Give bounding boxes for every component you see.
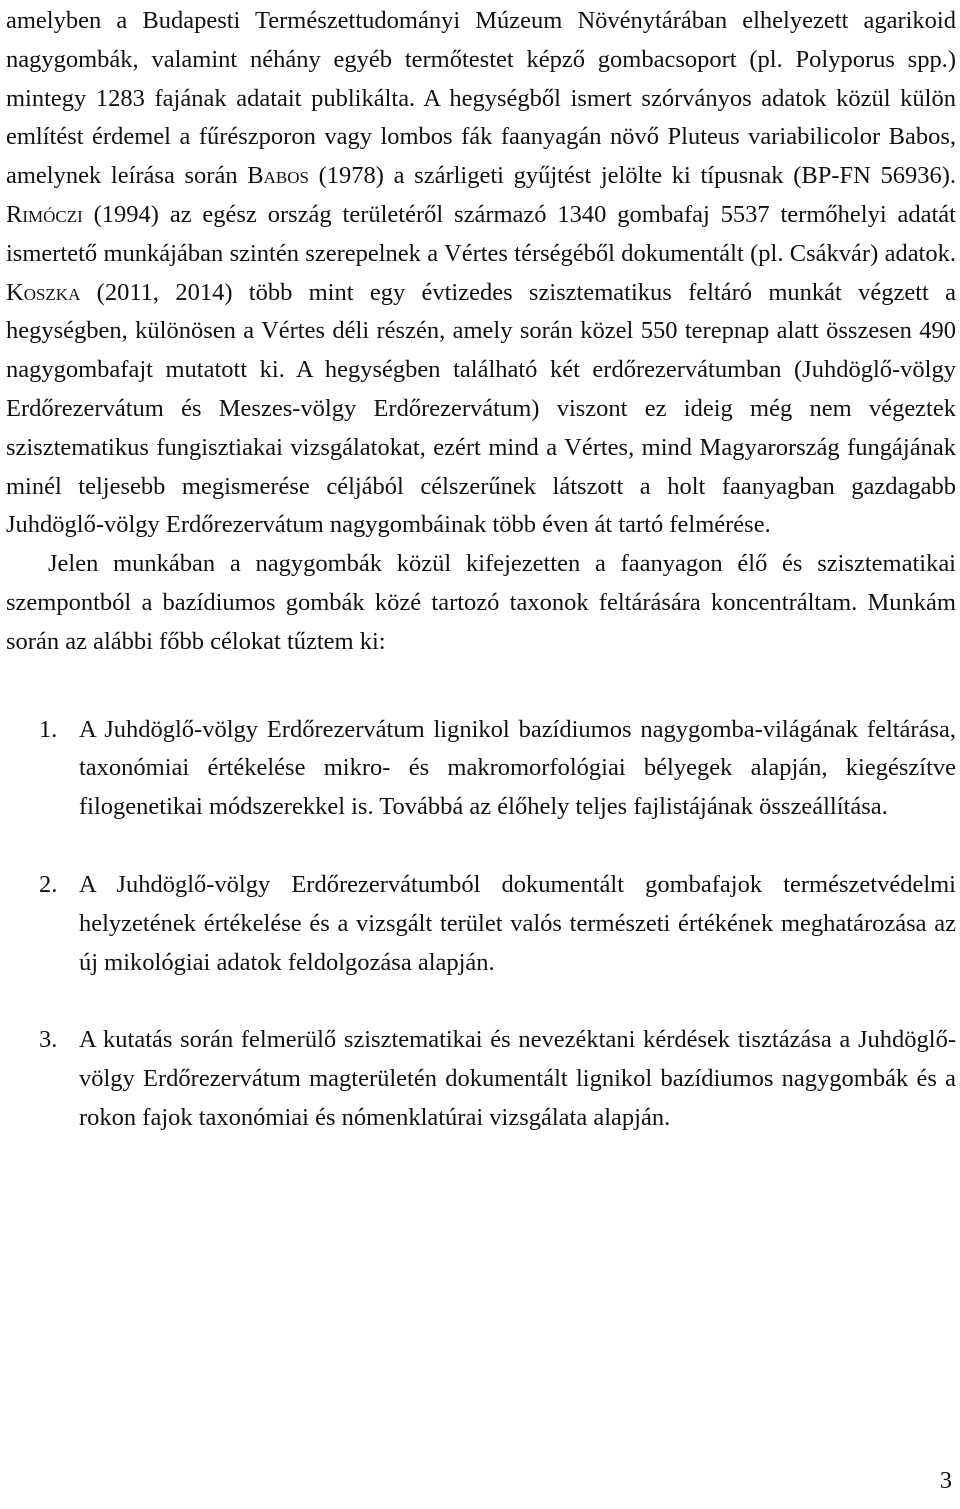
list-item-text: A Juhdöglő-völgy Erdőrezervátum lignikol bazídiumos nagygomba-világának feltárása, taxonómiai értékelése mikro- és makromorfológiai bélyegek alapján, kiegészítve filogenetikai módszerekkel is. Továbbá az élőhely teljes fajlistájának összeállítása. — [79, 715, 956, 821]
author-name: Koszka — [6, 278, 81, 306]
goals-list — [6, 711, 956, 1138]
paragraph-literature-review — [6, 0, 956, 545]
paragraph-text: amelyben a Budapesti Természettudományi Múzeum Növénytárában elhelyezett agarikoid nagygombák, valamint néhány egyéb termőtestet képző gombacsoport (pl. Polyporus spp.) mintegy 1283 fajának adatait publikálta. A hegységből ismert szórványos adatok közül külön említést érdemel a fűrészporon vagy lombos fák faanyagán növő Pluteus variabilicolor Babos, amelynek leírása során — [6, 7, 956, 190]
paragraph-aims-intro: Jelen munkában a nagygombák közül kifejezetten a faanyagon élő és szisztematikai szempontból a bazídiumos gombák közé tartozó taxonok feltárására koncentráltam. Munkám során az alábbi főbb célokat tűztem ki: — [6, 550, 956, 655]
list-item — [6, 866, 956, 982]
list-item — [6, 711, 956, 827]
paragraph-text: (1994) az egész ország területéről származó 1340 gombafaj 5537 termőhelyi adatát ismertető munkájában szintén szerepelnek a Vértes térségéből dokumentált (pl. Csákvár) adatok. — [6, 200, 956, 267]
author-name: Rimóczi — [6, 200, 83, 228]
list-item-number: 3. — [39, 1026, 58, 1054]
paragraph-text: (2011, 2014) több mint egy évtizedes szisztematikus feltáró munkát végzett a hegységben, különösen a Vértes déli részén, amely során közel 550 terepnap alatt összesen 490 nagygombafajt mutatott ki. A hegységben található két erdőrezervátumban (Juhdöglő-völgy Erdőrezervátum és Meszes-völgy Erdőrezervátum) viszont ez ideig még nem végeztek szisztematikus fungisztiakai vizsgálatokat, ezért mind a Vértes, mind Magyarország fungájának minél teljesebb megismerése céljából célszerűnek látszott a holt faanyagban gazdagabb Juhdöglő-völgy Erdőrezervátum nagygombáinak több éven át tartó felmérése. — [6, 278, 956, 539]
list-item-number: 2. — [39, 870, 58, 898]
paragraph-text: (1978) a szárligeti gyűjtést jelölte ki típusnak (BP-FN 56936). — [308, 162, 956, 190]
page-number: 3 — [939, 1467, 952, 1494]
list-item — [6, 1021, 956, 1137]
author-name: Babos — [247, 162, 309, 190]
document-page — [6, 0, 956, 1177]
list-item-number: 1. — [39, 715, 58, 743]
list-item-text: A Juhdöglő-völgy Erdőrezervátumból dokumentált gombafajok természetvédelmi helyzetének értékelése és a vizsgált terület valós természeti értékének meghatározása az új mikológiai adatok feldolgozása alapján. — [79, 870, 956, 976]
list-item-text: A kutatás során felmerülő szisztematikai és nevezéktani kérdések tisztázása a Juhdöglő-völgy Erdőrezervátum magterületén dokumentált lignikol bazídiumos nagygombák és a rokon fajok taxonómiai és nómenklatúrai vizsgálata alapján. — [79, 1026, 956, 1131]
